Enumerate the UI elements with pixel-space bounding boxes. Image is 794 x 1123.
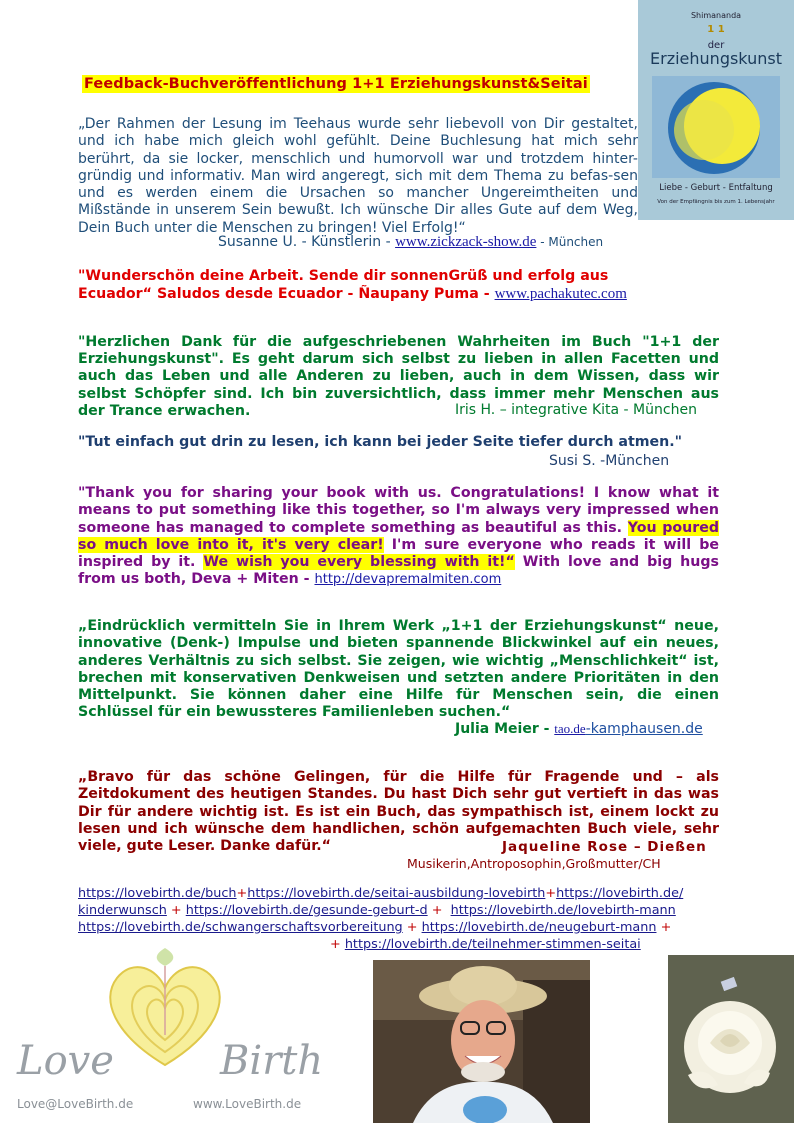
- link-buch[interactable]: https://lovebirth.de/buch: [78, 886, 237, 901]
- quote-naupany: [78, 267, 738, 303]
- kamphausen-link[interactable]: -kamphausen.de: [585, 721, 703, 737]
- link-schwangerschaftsvorbereitung[interactable]: https://lovebirth.de/schwangerschaftsvorbereitung: [78, 920, 403, 935]
- cover-der: der: [707, 40, 725, 51]
- cover-number: 1 1: [707, 24, 725, 35]
- quote-julia-author: [455, 721, 703, 737]
- quote-line-2: Ecuador“ Saludos desde Ecuador - Ñaupany Puma -: [78, 286, 495, 302]
- link-lovebirth[interactable]: https://lovebirth.de/: [556, 886, 684, 901]
- link-gesunde-geburt[interactable]: https://lovebirth.de/gesunde-geburt-d: [185, 903, 428, 918]
- rose-photo: [668, 955, 794, 1123]
- tao-link[interactable]: tao.de: [554, 721, 586, 736]
- quote-susi: "Tut einfach gut drin zu lesen, ich kann bei jeder Seite tiefer durch atmen.": [78, 434, 683, 450]
- quote-iris-author: Iris H. – integrative Kita - München: [455, 402, 697, 418]
- link-seitai-ausbildung[interactable]: https://lovebirth.de/seitai-ausbildung-lovebirth: [247, 886, 546, 901]
- link-neugeburt-mann[interactable]: https://lovebirth.de/neugeburt-mann: [421, 920, 657, 935]
- lovebirth-links: https://lovebirth.de/buch+https://lovebirth.de/seitai-ausbildung-lovebirth+https://lovebirth.de/ kinderwunsch + https://lovebirth.de/gesunde-geburt-d + https://lovebirth.de/lovebirth-mann https://lovebirth.de/schwangerschaftsvorbereitung + https://lovebirth.de/neugeburt-mann + + https://lovebirth.de/teilnehmer-stimmen-seitai: [78, 886, 684, 952]
- quote-deva-miten: [78, 485, 719, 589]
- quote-susanne-author: [218, 234, 603, 251]
- man-with-hat-photo: [373, 960, 590, 1123]
- quote-jaqueline-author: Jaqueline Rose – Dießen: [502, 839, 707, 855]
- quote-text: „Der Rahmen der Lesung im Teehaus wurde sehr liebevoll von Dir gestaltet, und ich habe mich gleich wohl gefühlt. Deine Buchlesung hat mich sehr berührt, da sie locker, menschlich und humorvoll war und trotzdem hinter-gründig und informativ. Man wird angeregt, sich mit dem Thema zu befas-sen und es werden einem die Ursachen so mancher Ungereimtheiten und Mißstände in unserem Sein bewußt. Ich wünsche Dir alles Gute auf dem Weg, Dein Buch unter die Menschen zu bringen! Viel Erfolg!“: [78, 116, 638, 236]
- quote-text-2: I'm sure everyone who reads it will be inspired by it.: [78, 536, 719, 571]
- cover-subtitle: Liebe - Geburt - Entfaltung: [659, 183, 773, 193]
- page-title: Feedback-Buchveröffentlichung 1+1 Erziehungskunst&Seitai: [84, 76, 588, 92]
- cover-author: Shimananda: [690, 11, 742, 20]
- author-photo: [373, 960, 590, 1123]
- quote-text: „Bravo für das schöne Gelingen, für die Hilfe für Fragende und – als Zeitdokument des heutigen Standes. Du hast Dich sehr gut vertieft in das was Dir für andere wichtig ist. Es ist ein Buch, das sympathisch ist, einem lockt zu lesen und ich wünsche dem handlichen, schön aufgemachten Buch viele, sehr viele, gute Leser. Danke dafür.“: [78, 769, 719, 855]
- author-name: Susanne U. - Künstlerin -: [218, 234, 396, 250]
- link-lovebirth-mann[interactable]: https://lovebirth.de/lovebirth-mann: [450, 903, 676, 918]
- author-name: Julia Meier -: [455, 721, 555, 737]
- book-cover-image: [638, 0, 794, 220]
- quote-text: "Herzlichen Dank für die aufgeschriebenen Wahrheiten im Buch "1+1 der Erziehungskunst". Es geht darum sich selbst zu lieben in allen Facetten und auch das Leben und alle Anderen zu lieben, auch in dem Wissen, dass wir selbst Schöpfer sind. Ich bin zuversichtlich, dass immer mehr Menschen aus der Trance erwachen.: [78, 334, 719, 419]
- devapremalmiten-link[interactable]: http://devapremalmiten.com: [314, 572, 502, 588]
- link-kinderwunsch[interactable]: kinderwunsch: [78, 903, 167, 918]
- logo-love-text: Love: [17, 1038, 114, 1084]
- logo-website: www.LoveBirth.de: [193, 1097, 302, 1111]
- cover-sun-illustration: [652, 76, 780, 178]
- link-teilnehmer-stimmen[interactable]: https://lovebirth.de/teilnehmer-stimmen-seitai: [344, 937, 641, 952]
- heart-seed-icon: [95, 940, 235, 1070]
- pachakutec-link[interactable]: www.pachakutec.com: [494, 286, 627, 302]
- quote-highlight-2: We wish you every blessing with it!“: [203, 554, 515, 571]
- quote-susanne: [78, 116, 638, 237]
- lovebirth-logo: [15, 940, 324, 1118]
- quote-highlight-1: You poured so much love into it, it's very clear!: [78, 519, 719, 553]
- cover-title: Erziehungskunst: [650, 49, 782, 68]
- logo-birth-text: Birth: [220, 1038, 324, 1084]
- author-city: - München: [536, 235, 604, 249]
- quote-text-3: With love and big hugs from us both, Deva + Miten -: [78, 554, 719, 588]
- quote-julia: [78, 618, 719, 722]
- quote-text-1: "Thank you for sharing your book with us. Congratulations! I know what it means to put something like this together, so I'm always very impressed when someone has managed to complete something as beautiful as this.: [78, 485, 719, 536]
- logo-email: Love@LoveBirth.de: [17, 1097, 134, 1111]
- quote-jaqueline-desc: Musikerin,Antroposophin,Großmutter/CH: [407, 856, 661, 871]
- zickzack-link[interactable]: www.zickzack-show.de: [395, 234, 537, 250]
- quote-line-1: "Wunderschön deine Arbeit. Sende dir sonnenGrüß und erfolg aus: [78, 268, 609, 284]
- white-rose-photo: [668, 955, 794, 1123]
- quote-text: „Eindrücklich vermitteln Sie in Ihrem Werk „1+1 der Erziehungskunst“ neue, innovative (Denk-) Impulse und bieten spannende Blickwinkel auf ein neues, anderes Verhältnis zu sich selbst. Sie zeigen, wie wichtig „Menschlichkeit“ ist, brechen mit konservativen Denkweisen und setzten andere Prioritäten in den Mittelpunkt. Sie können daher eine Hilfe für Menschen sein, die einen Schlüssel für ein bewussteres Familienleben suchen.“: [78, 618, 719, 721]
- cover-subtitle-small: Von der Empfängnis bis zum 1. Lebensjahr: [657, 199, 775, 205]
- quote-susi-author: Susi S. -München: [549, 453, 670, 469]
